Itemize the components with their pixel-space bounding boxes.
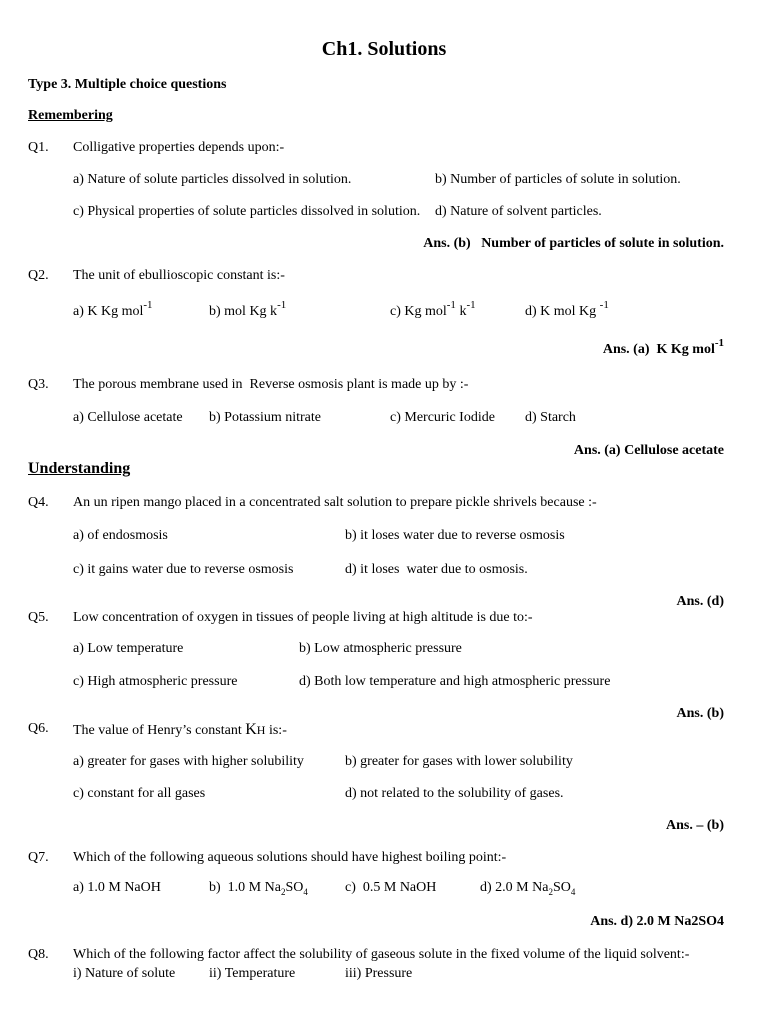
option-a: a) 1.0 M NaOH — [73, 880, 161, 895]
option-d: d) 2.0 M $Na_2SO_4$ — [480, 880, 576, 897]
question-number: Q4. — [28, 495, 49, 510]
option-c: c) it gains water due to reverse osmosis — [73, 562, 294, 577]
question-text: An un ripen mango placed in a concentrated salt solution to prepare pickle shrivels because :- — [73, 495, 597, 510]
type-heading: Type 3. Multiple choice questions — [28, 77, 227, 92]
answer: Ans. (a) Cellulose acetate — [573, 443, 724, 458]
option-b: b) 1.0 M $Na_2SO_4$ — [209, 880, 308, 897]
question-text: The value of Henry’s constant KH is:- — [73, 721, 287, 738]
question-text: Which of the following factor affect the solubility of gaseous solute in the fixed volume of the liquid solvent:- — [73, 947, 690, 962]
option-b: b) Potassium nitrate — [209, 410, 321, 425]
option-a: a) Low temperature — [73, 641, 184, 656]
factor-ii: ii) Temperature — [209, 966, 296, 981]
factor-iii: iii) Pressure — [345, 966, 413, 981]
option-a: a) greater for gases with higher solubility — [73, 754, 304, 769]
option-c: c) Mercuric Iodide — [390, 410, 495, 425]
option-b: b) it loses water due to reverse osmosis — [345, 528, 565, 543]
option-a: a) Nature of solute particles dissolved in solution. — [73, 172, 352, 187]
question-number: Q1. — [28, 140, 49, 155]
question-number: Q2. — [28, 268, 49, 283]
option-c: c) Physical properties of solute particles dissolved in solution. — [73, 204, 421, 219]
option-b: b) Number of particles of solute in solution. — [435, 172, 681, 187]
option-b: b) greater for gases with lower solubility — [345, 754, 573, 769]
answer: Ans. – (b) — [666, 818, 724, 833]
option-a: a) K Kg mol$^{-1}$ — [73, 299, 153, 319]
answer: Ans. (a) K Kg mol$^{-1}$ — [602, 337, 724, 357]
question-text: The porous membrane used in Reverse osmosis plant is made up by :- — [73, 377, 469, 392]
factor-i: i) Nature of solute — [73, 966, 176, 981]
option-c: c) constant for all gases — [73, 786, 206, 801]
question-number: Q5. — [28, 610, 49, 625]
option-c: c) High atmospheric pressure — [73, 674, 238, 689]
answer: Ans. (b) — [676, 706, 724, 721]
option-d: d) not related to the solubility of gases. — [345, 786, 564, 801]
option-d: d) Starch — [525, 410, 576, 425]
question-text: Colligative properties depends upon:- — [73, 140, 285, 155]
question-number: Q3. — [28, 377, 49, 392]
answer: Ans. d) 2.0 M Na2SO4 — [590, 914, 724, 929]
option-c: c) Kg mol$^{-1}$ $k^{-1}$ — [390, 299, 476, 319]
answer: Ans. (b) Number of particles of solute in solution. — [423, 236, 724, 251]
question-text: The unit of ebullioscopic constant is:- — [73, 268, 285, 283]
question-number: Q7. — [28, 850, 49, 865]
question-number: Q6. — [28, 721, 49, 736]
option-a: a) of endosmosis — [73, 528, 168, 543]
question-text: Which of the following aqueous solutions should have highest boiling point:- — [73, 850, 507, 865]
question-text: Low concentration of oxygen in tissues of people living at high altitude is due to:- — [73, 610, 533, 625]
section-remembering: Remembering — [28, 108, 113, 123]
option-d: d) Both low temperature and high atmospheric pressure — [299, 674, 611, 689]
option-d: d) it loses water due to osmosis. — [345, 562, 528, 577]
option-b: b) mol Kg $k^{-1}$ — [209, 299, 287, 319]
answer: Ans. (d) — [676, 594, 724, 609]
page-title: Ch1. Solutions — [321, 38, 447, 60]
section-understanding: Understanding — [28, 460, 131, 477]
option-a: a) Cellulose acetate — [73, 410, 183, 425]
option-d: d) Nature of solvent particles. — [435, 204, 602, 219]
option-d: d) K mol Kg $^{-1}$ — [525, 299, 609, 319]
question-number: Q8. — [28, 947, 49, 962]
option-c: c) 0.5 M NaOH — [345, 880, 437, 895]
option-b: b) Low atmospheric pressure — [299, 641, 462, 656]
